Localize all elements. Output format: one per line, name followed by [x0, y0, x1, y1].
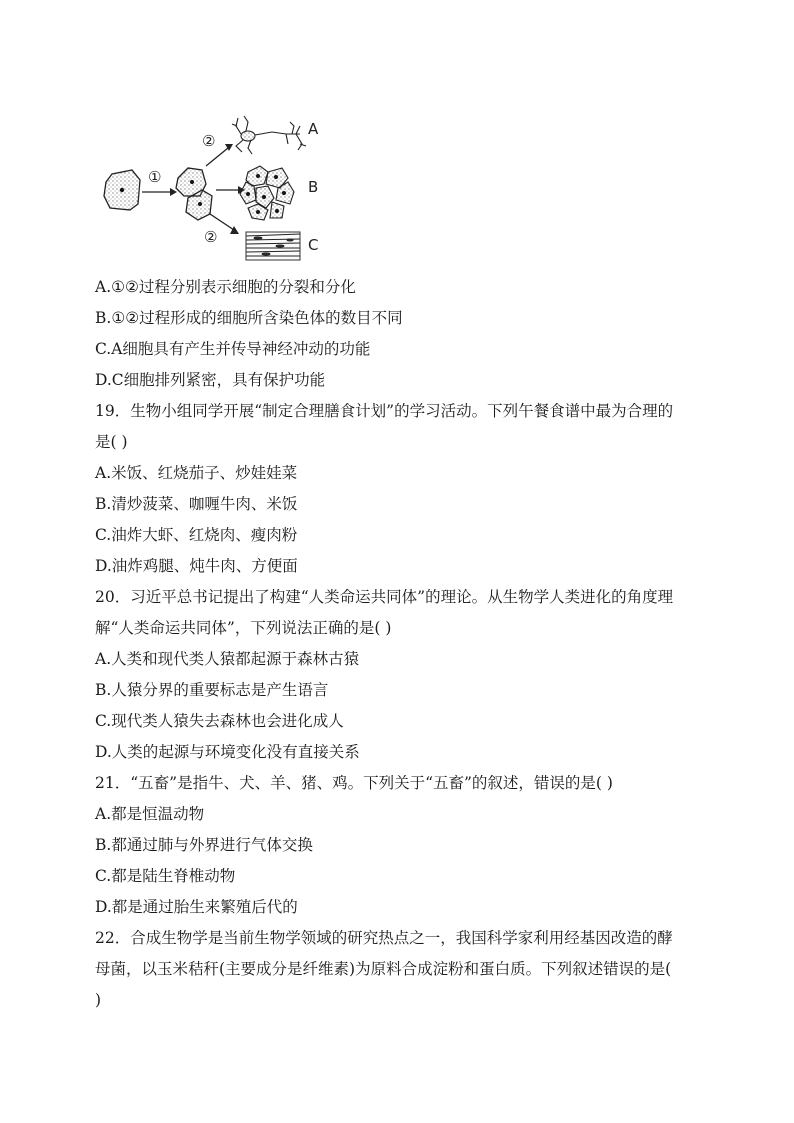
q20-option-a[interactable]: A.人类和现代类人猿都起源于森林古猿: [95, 650, 360, 668]
divided-cells: [176, 168, 212, 220]
step-2-top-label: ②: [202, 132, 216, 150]
q18-option-a[interactable]: A.①②过程分别表示细胞的分裂和分化: [95, 278, 356, 296]
cell-differentiation-figure: [96, 100, 336, 272]
arrow-step-1: [142, 188, 177, 196]
q19-option-c[interactable]: C.油炸大虾、红烧肉、瘦肉粉: [95, 526, 298, 544]
q18-option-d[interactable]: D.C细胞排列紧密，具有保护功能: [95, 371, 326, 389]
q20-option-d[interactable]: D.人类的起源与环境变化没有直接关系: [95, 743, 360, 761]
neuron-cell-a: [232, 116, 306, 154]
label-b: B: [308, 178, 319, 196]
q19-option-a[interactable]: A.米饭、红烧茄子、炒娃娃菜: [95, 464, 298, 482]
label-a: A: [308, 120, 319, 138]
q20-stem-line2: 解“人类命运共同体”，下列说法正确的是( ): [95, 619, 392, 637]
original-cell: [104, 170, 140, 210]
q20-stem-line1: 20．习近平总书记提出了构建“人类命运共同体”的理论。从生物学人类进化的角度理: [95, 588, 674, 606]
q22-stem-line3: ): [95, 991, 102, 1009]
tissue-cells-b: [240, 166, 294, 220]
q19-option-d[interactable]: D.油炸鸡腿、炖牛肉、方便面: [95, 557, 298, 575]
q21-stem-line1: 21．“五畜”是指牛、犬、羊、猪、鸡。下列关于“五畜”的叙述，错误的是( ): [95, 774, 613, 792]
q21-option-a[interactable]: A.都是恒温动物: [95, 805, 205, 823]
q18-option-c[interactable]: C.A细胞具有产生并传导神经冲动的功能: [95, 340, 371, 358]
q22-stem-line2: 母菌，以玉米秸秆(主要成分是纤维素)为原料合成淀粉和蛋白质。下列叙述错误的是(: [95, 960, 672, 978]
q22-stem-line1: 22．合成生物学是当前生物学领域的研究热点之一，我国科学家利用经基因改造的酵: [95, 929, 673, 947]
step-1-label: ①: [148, 168, 162, 186]
muscle-tissue-c: [246, 232, 300, 260]
q19-option-b[interactable]: B.清炒菠菜、咖喱牛肉、米饭: [95, 495, 298, 513]
q21-option-b[interactable]: B.都通过肺与外界进行气体交换: [95, 836, 313, 854]
question-content: [95, 272, 705, 1016]
q19-stem-line2: 是( ): [95, 433, 128, 451]
q19-stem-line1: 19．生物小组同学开展“制定合理膳食计划”的学习活动。下列午餐食谱中最为合理的: [95, 402, 674, 420]
q20-option-c[interactable]: C.现代类人猿失去森林也会进化成人: [95, 712, 344, 730]
q21-option-d[interactable]: D.都是通过胎生来繁殖后代的: [95, 898, 298, 916]
q21-option-c[interactable]: C.都是陆生脊椎动物: [95, 867, 236, 885]
q20-option-b[interactable]: B.人猿分界的重要标志是产生语言: [95, 681, 329, 699]
label-c: C: [308, 236, 319, 254]
q18-option-b[interactable]: B.①②过程形成的细胞所含染色体的数目不同: [95, 309, 403, 327]
step-2-bottom-label: ②: [204, 228, 218, 246]
